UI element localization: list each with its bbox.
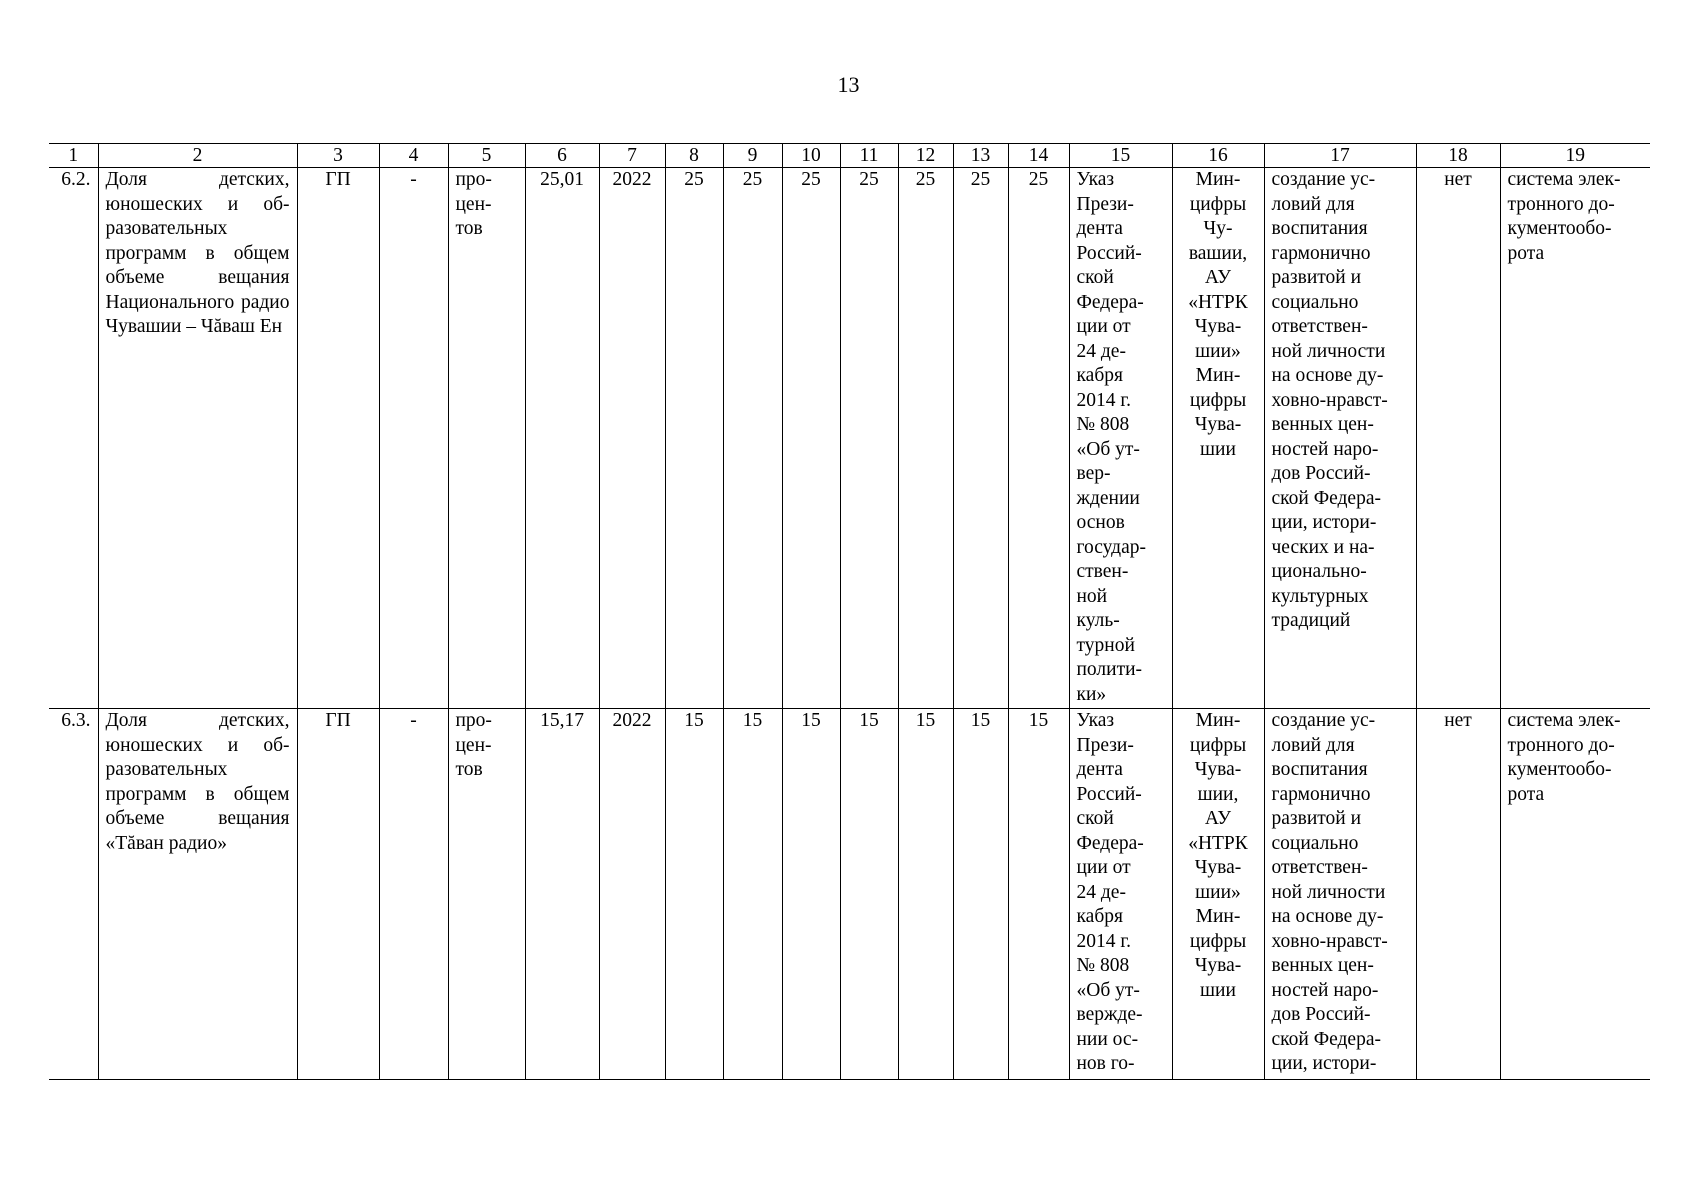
col-header-2: 2 bbox=[98, 144, 297, 168]
col-header-4: 4 bbox=[379, 144, 448, 168]
target-value: 15 bbox=[840, 709, 898, 1080]
row-number: 6.3. bbox=[49, 709, 98, 1080]
base-year: 2022 bbox=[599, 168, 665, 709]
target-value: 15 bbox=[782, 709, 840, 1080]
target-value: 25 bbox=[898, 168, 953, 709]
column-18-value: нет bbox=[1416, 168, 1500, 709]
row-number: 6.2. bbox=[49, 168, 98, 709]
target-value: 25 bbox=[723, 168, 782, 709]
col-header-8: 8 bbox=[665, 144, 723, 168]
column-4-value: - bbox=[379, 709, 448, 1080]
responsible-party: Мин- цифры Чува- шии, АУ «НТРК Чува- шии» Мин- цифры Чува- шии bbox=[1172, 709, 1264, 1080]
target-value: 15 bbox=[1008, 709, 1069, 1080]
legal-basis: Указ Прези- дента Россий- ской Федера- ции от 24 де- кабря 2014 г. № 808 «Об ут- вер- ждении основ государ- ствен- ной куль- турной полити- ки» bbox=[1069, 168, 1172, 709]
col-header-10: 10 bbox=[782, 144, 840, 168]
target-value: 15 bbox=[953, 709, 1008, 1080]
program-type: ГП bbox=[297, 709, 379, 1080]
legal-basis: Указ Прези- дента Россий- ской Федера- ции от 24 де- кабря 2014 г. № 808 «Об ут- вержде- нии ос- нов го- bbox=[1069, 709, 1172, 1080]
col-header-9: 9 bbox=[723, 144, 782, 168]
responsible-party: Мин- цифры Чу- вашии, АУ «НТРК Чува- шии» Мин- цифры Чува- шии bbox=[1172, 168, 1264, 709]
target-value: 25 bbox=[782, 168, 840, 709]
table-row bbox=[49, 168, 1650, 709]
col-header-3: 3 bbox=[297, 144, 379, 168]
target-value: 15 bbox=[723, 709, 782, 1080]
column-18-value: нет bbox=[1416, 709, 1500, 1080]
col-header-17: 17 bbox=[1264, 144, 1416, 168]
col-header-11: 11 bbox=[840, 144, 898, 168]
col-header-16: 16 bbox=[1172, 144, 1264, 168]
indicator-name: Доля детских, юношеских и об- разовательных программ в общем объеме вещания «Тăван радио» bbox=[98, 709, 297, 1080]
col-header-5: 5 bbox=[448, 144, 525, 168]
unit-of-measure: про- цен- тов bbox=[448, 709, 525, 1080]
base-year: 2022 bbox=[599, 709, 665, 1080]
information-system: система элек- тронного до- кументообо- рота bbox=[1500, 709, 1650, 1080]
target-value: 25 bbox=[1008, 168, 1069, 709]
target-value: 15 bbox=[665, 709, 723, 1080]
col-header-7: 7 bbox=[599, 144, 665, 168]
col-header-13: 13 bbox=[953, 144, 1008, 168]
target-value: 25 bbox=[665, 168, 723, 709]
goal-description: создание ус- ловий для воспитания гармонично развитой и социально ответствен- ной личности на основе ду- ховно-нравст- венных цен- ностей наро- дов Россий- ской Федера- ции, истори- ческих и на- ционально- культурных традиций bbox=[1264, 168, 1416, 709]
col-header-12: 12 bbox=[898, 144, 953, 168]
column-4-value: - bbox=[379, 168, 448, 709]
goal-description: создание ус- ловий для воспитания гармонично развитой и социально ответствен- ной личности на основе ду- ховно-нравст- венных цен- ностей наро- дов Россий- ской Федера- ции, истори- bbox=[1264, 709, 1416, 1080]
target-value: 25 bbox=[953, 168, 1008, 709]
indicator-name: Доля детских, юношеских и об- разовательных программ в общем объеме вещания Национального радио Чувашии – Чăваш Ен bbox=[98, 168, 297, 709]
target-value: 15 bbox=[898, 709, 953, 1080]
col-header-14: 14 bbox=[1008, 144, 1069, 168]
indicators-table bbox=[49, 143, 1650, 1080]
target-value: 25 bbox=[840, 168, 898, 709]
col-header-18: 18 bbox=[1416, 144, 1500, 168]
col-header-15: 15 bbox=[1069, 144, 1172, 168]
page-number: 13 bbox=[837, 72, 860, 97]
information-system: система элек- тронного до- кументообо- рота bbox=[1500, 168, 1650, 709]
column-number-row bbox=[49, 144, 1650, 168]
col-header-19: 19 bbox=[1500, 144, 1650, 168]
base-value: 25,01 bbox=[525, 168, 599, 709]
program-type: ГП bbox=[297, 168, 379, 709]
col-header-1: 1 bbox=[49, 144, 98, 168]
table-row bbox=[49, 709, 1650, 1080]
unit-of-measure: про- цен- тов bbox=[448, 168, 525, 709]
base-value: 15,17 bbox=[525, 709, 599, 1080]
col-header-6: 6 bbox=[525, 144, 599, 168]
